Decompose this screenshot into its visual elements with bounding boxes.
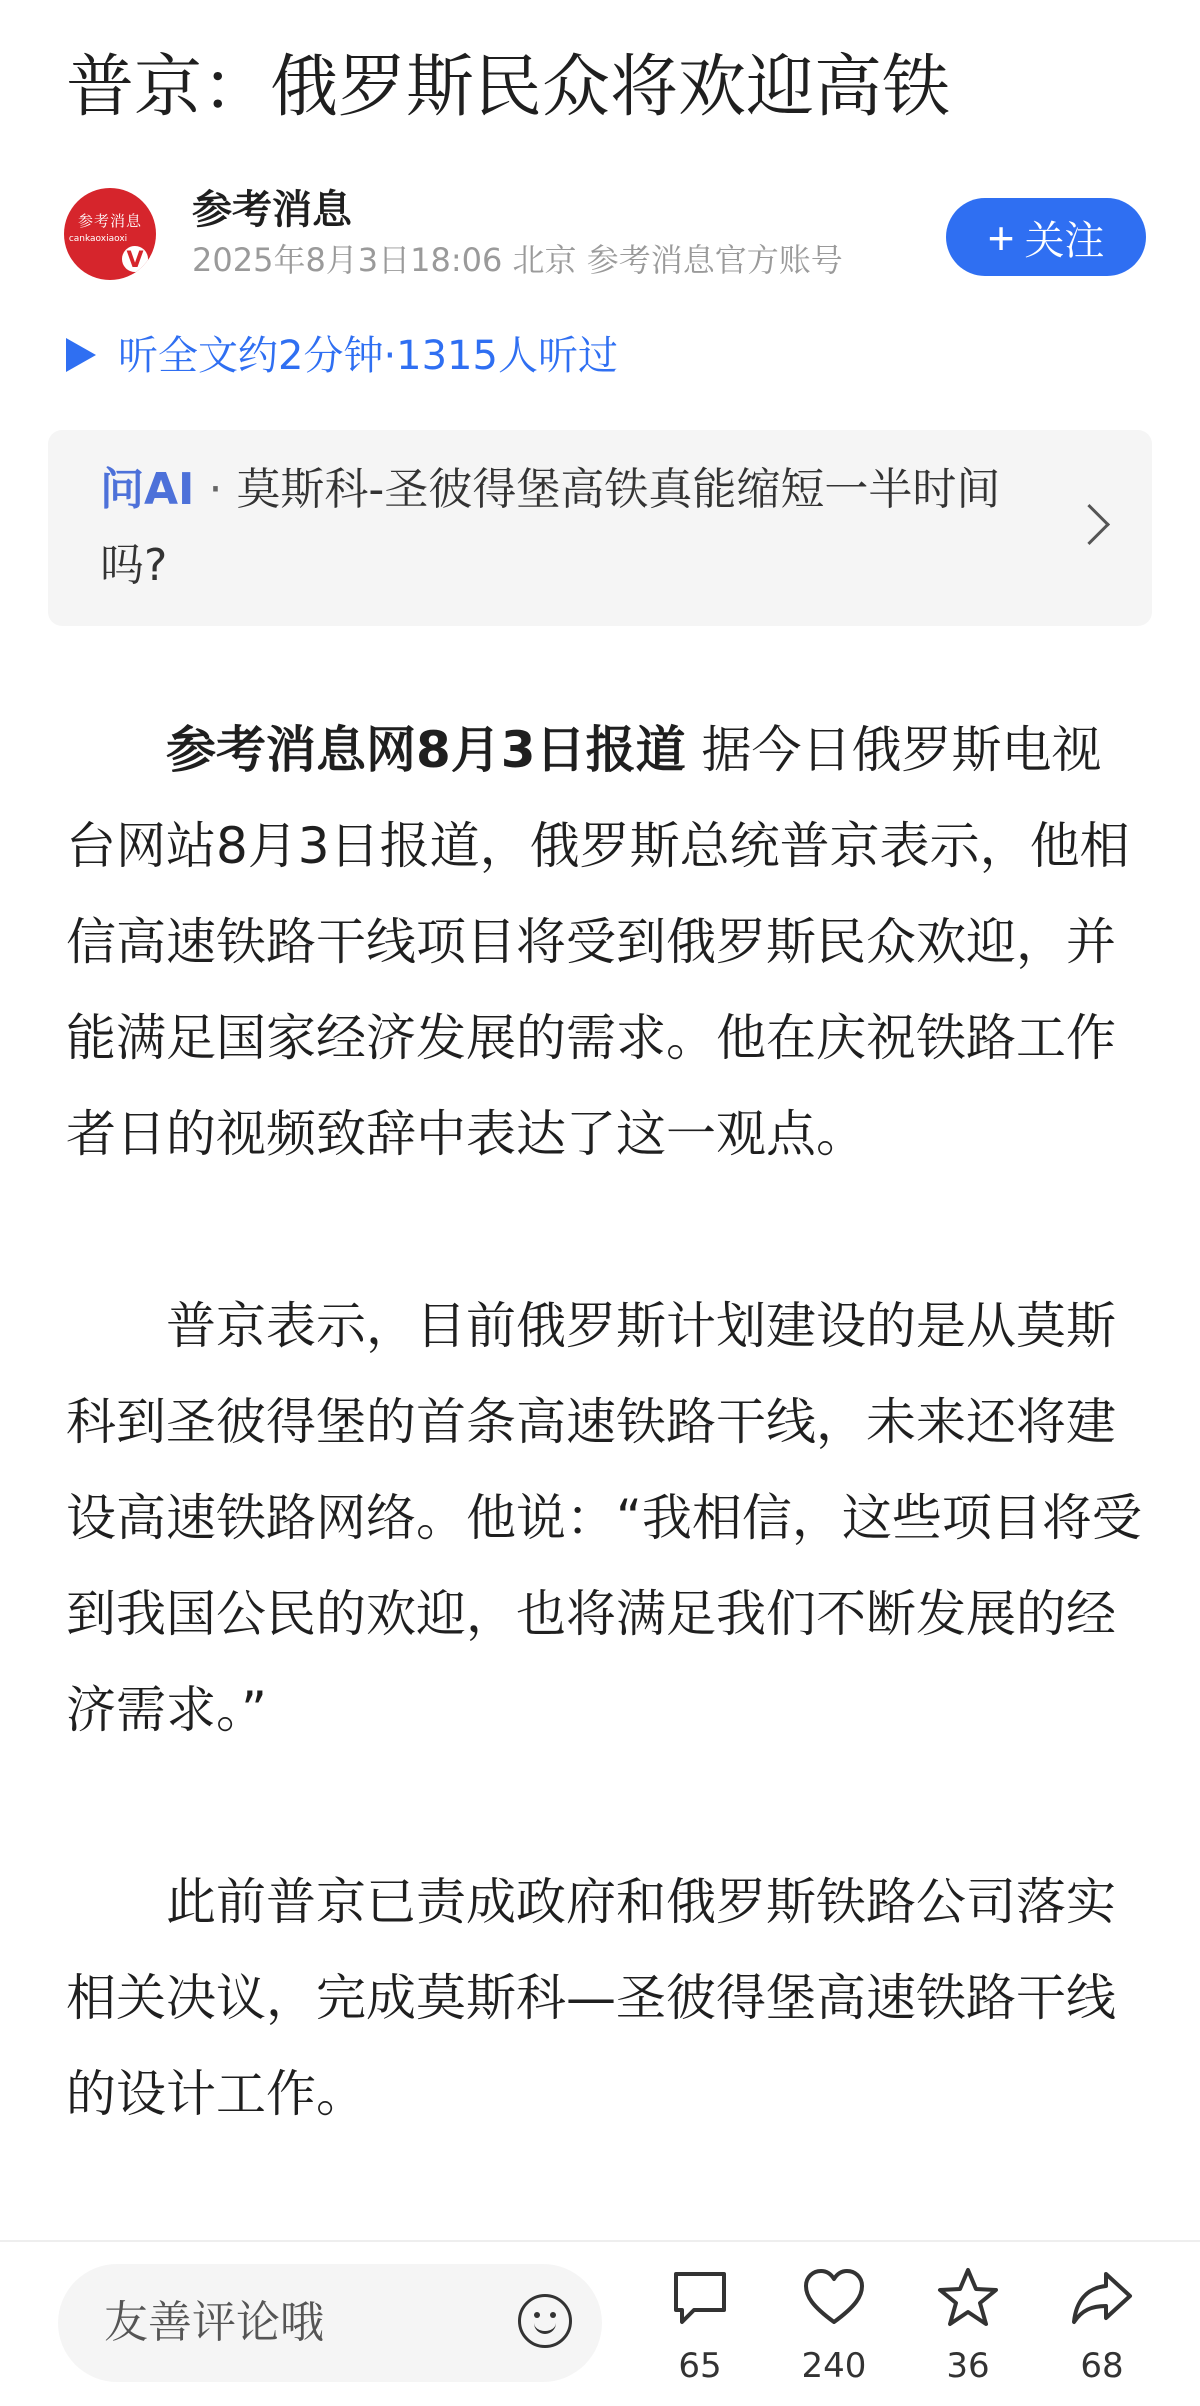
listen-text: 听全文约2分钟·1315人听过 xyxy=(118,333,618,379)
paragraph xyxy=(66,1278,1146,1758)
emoji-icon[interactable] xyxy=(518,2294,572,2348)
comments-count: 65 xyxy=(678,2346,722,2386)
ask-ai-question: 莫斯科-圣彼得堡高铁真能缩短一半时间吗? xyxy=(100,464,1001,591)
plus-icon: + xyxy=(987,212,1015,264)
share-icon xyxy=(1070,2266,1134,2330)
paragraph xyxy=(66,702,1146,1182)
verified-badge-icon: V xyxy=(120,244,150,274)
comment-input[interactable] xyxy=(58,2264,602,2382)
comment-placeholder: 友善评论哦 xyxy=(104,2297,324,2348)
ask-ai-separator: · xyxy=(208,464,223,515)
favorites-count: 36 xyxy=(946,2346,990,2386)
emoji-mouth xyxy=(534,2319,556,2334)
ask-ai-text xyxy=(100,452,1040,604)
share-button[interactable] xyxy=(1047,2266,1157,2396)
shares-count: 68 xyxy=(1080,2346,1124,2386)
author-avatar[interactable] xyxy=(64,188,156,280)
bottom-action-bar xyxy=(0,2240,1200,2406)
star-icon xyxy=(936,2266,1000,2330)
paragraph-text: 此前普京已责成政府和俄罗斯铁路公司落实相关决议，完成莫斯科—圣彼得堡高速铁路干线的设计工作。 xyxy=(66,1873,1116,2123)
avatar-logo-subtext: cankaoxiaoxi xyxy=(68,234,128,244)
paragraph xyxy=(66,1854,1146,2142)
ask-ai-card[interactable] xyxy=(48,430,1152,626)
paragraph-text: 普京表示，目前俄罗斯计划建设的是从莫斯科到圣彼得堡的首条高速铁路干线，未来还将建设高速铁路网络。他说：“我相信，这些项目将受到我国公民的欢迎，也将满足我们不断发展的经济需求。” xyxy=(66,1297,1142,1739)
author-meta: 2025年8月3日18:06 北京 参考消息官方账号 xyxy=(192,241,843,279)
listen-full-article[interactable] xyxy=(66,326,1066,386)
like-button[interactable] xyxy=(779,2266,889,2396)
ask-ai-label: 问AI xyxy=(100,464,195,515)
follow-label: 关注 xyxy=(1024,219,1105,263)
article-title: 普京：俄罗斯民众将欢迎高铁 xyxy=(66,48,951,127)
favorite-button[interactable] xyxy=(913,2266,1023,2396)
author-name[interactable]: 参考消息 xyxy=(192,187,352,233)
author-row xyxy=(64,188,1144,280)
paragraph-text: 据今日俄罗斯电视台网站8月3日报道，俄罗斯总统普京表示，他相信高速铁路干线项目将受到俄罗斯民众欢迎，并能满足国家经济发展的需求。他在庆祝铁路工作者日的视频致辞中表达了这一观点。 xyxy=(66,721,1130,1163)
likes-count: 240 xyxy=(801,2346,867,2386)
heart-icon xyxy=(802,2266,866,2330)
comments-button[interactable] xyxy=(645,2266,755,2396)
paragraph-lead: 参考消息网8月3日报道 xyxy=(166,721,686,779)
follow-button[interactable] xyxy=(946,198,1146,276)
avatar-logo-text: 参考消息 xyxy=(77,212,142,230)
article-body xyxy=(66,702,1146,2238)
chevron-right-icon xyxy=(1069,504,1110,545)
comment-icon xyxy=(668,2266,732,2330)
play-icon xyxy=(66,338,96,372)
